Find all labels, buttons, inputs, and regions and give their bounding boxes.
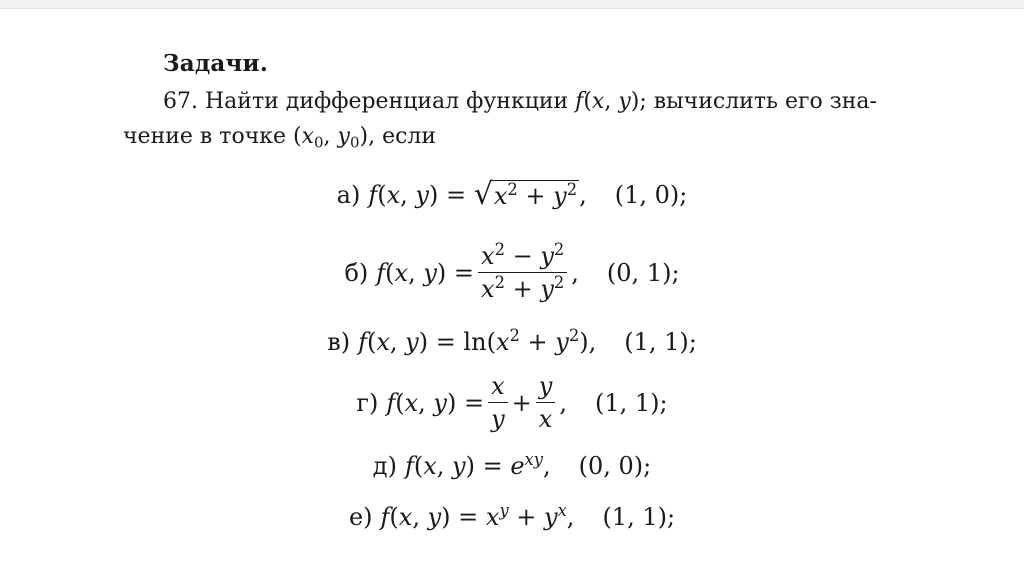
problem-line-1: [163, 84, 923, 119]
equation-b: б) f(x, y) = $\frac{x^2 - y^2}{x^2 + y^2}$ , (0, 1);: [344, 240, 680, 303]
item-label: в): [327, 328, 351, 356]
evaluation-point: (1, 1);: [594, 388, 668, 417]
equation-a: а) f(x, y) = √ $x^2 + y^2$ , (1, 0);: [336, 177, 688, 212]
formula: f(x, $y) = \ln(x^2 + y^2)$,: [358, 326, 597, 356]
fraction: $\frac{y}{x}$: [536, 372, 556, 433]
evaluation-point: (0, 1);: [606, 258, 680, 287]
formula: f(x, y) =: [376, 258, 475, 287]
item-label: е): [348, 503, 373, 531]
problem-line-2: [123, 119, 923, 154]
problem-text-line2: чение в точке: [123, 124, 287, 149]
equation-d: г) f(x, y) = $\frac{x}{y}$ + $\frac{y}{x}$ , (1, 1);: [356, 372, 668, 433]
evaluation-point: (1, 1);: [602, 503, 676, 531]
evaluation-point: (0, 0);: [578, 452, 652, 480]
page-top-strip: [0, 0, 1024, 9]
fraction: $\frac{x}{y}$: [488, 372, 508, 433]
formula: f(x, $y) = e^{xy}$,: [404, 450, 551, 480]
item-label: а): [336, 181, 361, 209]
problem-statement: [123, 84, 923, 154]
sqrt-expression: √ $x^2 + y^2$: [473, 177, 578, 212]
function-notation: f(x, y): [575, 89, 640, 114]
problem-text-end: , если: [368, 124, 437, 149]
formula: f(x, $y) = x^y + y^x$,: [380, 501, 575, 531]
problem-number: 67.: [163, 89, 198, 114]
equation-e: [0, 452, 1024, 480]
evaluation-point: (1, 0);: [614, 181, 688, 209]
point-notation: ($x_0$, $y_0$): [293, 124, 369, 152]
item-label: д): [372, 452, 397, 480]
item-label: б): [344, 258, 369, 287]
fraction: $\frac{x^2 - y^2}{x^2 + y^2}$: [478, 242, 567, 303]
formula: f(x, y) =: [386, 388, 485, 417]
problem-text: Найти дифференциал функции: [205, 89, 569, 114]
section-heading: Задачи.: [163, 50, 269, 77]
formula: f(x, y) =: [368, 181, 474, 209]
item-label: г): [356, 388, 379, 417]
evaluation-point: (1, 1);: [624, 328, 697, 356]
problem-text-mid: ; вычислить его зна-: [639, 89, 877, 114]
equation-f: [0, 503, 1024, 531]
equation-c: [0, 328, 1024, 356]
